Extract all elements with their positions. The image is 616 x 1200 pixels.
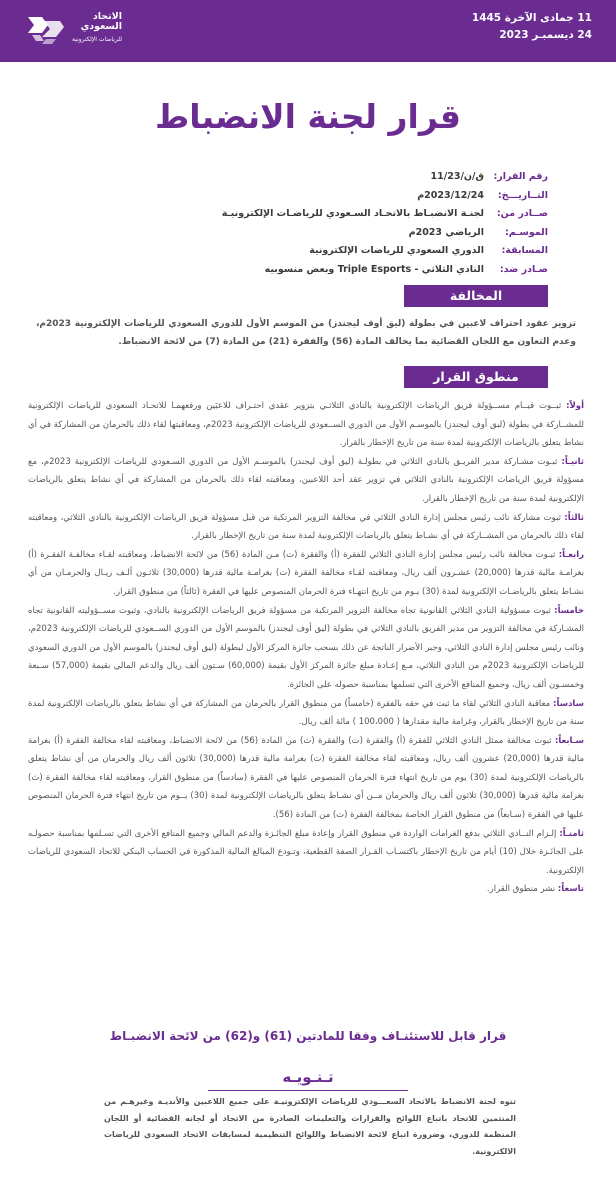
clause-6: سادساً: معاقبة النادي الثلاثي لقاء ما ثبت في حقه بالفقرة (خامساً) من منطوق القرار بالحرمان من المشاركة في أي نشاط يتعلق بالرياضات الإلكترونية لمدة سنة من تاريخ الإخطار بالقرار، وغرامة مالية مقدارها ( 100،000 ) مائة ألف ريال. xyxy=(28,698,584,728)
header-band xyxy=(0,0,616,62)
clause-9: تاسعاً: نشر منطوق القرار. xyxy=(486,884,584,895)
clause-3: ثالثاً: ثبوت مشاركة نائب رئيس مجلس إدارة النادي الثلاثي في مخالفة التزوير المرتكبة من قبل مسؤولة فريق الرياضات الإلكترونية بالنادي الثلاثي، ومعاقبته لقاء ذلك بالحرمان من المشــاركة في أي نشـاط يتعلق بالرياضات الإلكترونية لمدة سنة من تاريخ الإخطار بالقرار. xyxy=(28,512,584,542)
clause-7: سـابعاً: ثبوت مخالفة ممثل النادي الثلاثي للفقرة (أ) والفقرة (ت) والفقرة (ث) من المادة (56) من لائحة الانضباط، ومعاقبته لقاء مخالفة الفقرة (أ) بغرامة مالية قدرها (20,000) عشرون ألف ريال، ومعاقبته لقاء مخالفة الفقرة (ت) بغرامة مالية قدرها (30,000) ثلاثون ألف ريال والحرمان من أي نشاط يتعلق بالرياضات الإلكترونية لمدة (30) يوم من تاريخ انتهاء فترة الحرمان المنصوص عليها في الفقرة (سادساً) من منطوق القرار، ومعاقبته لقاء مخالفة الفقرة (ث) بغرامة مالية قدرها (30,000) ثلاثون ألف ريال والحرمان مــن أي نشـاط يتعلق بالرياضات الإلكترونية لمدة (30) يــوم من تاريخ انتهاء فترة الحرمان المنصوص عليها في الفقرة (سـابعاً) من منطوق القرار الخاصة بمخالفة الفقرة (ت) من المادة (56). xyxy=(28,735,585,821)
clause-1: أولاً: ثبــوت قيــام مســؤولة فريق الرياضات الإلكترونية بالنادي الثلاثـي بتزوير عقدي احتـراف للاعبَين ورفعهمـا للاتحـاد السعودي للرياضات الإلكترونية للمشــاركة في بطولة (ليق أوف ليجندز) بالموسـم الأول من الدوري الســعودي للرياضات الإلكترونية 2023م، ومعاقبتها لقاء ذلك بالحرمان من المشاركة في أي نشاط يتعلق بالرياضات الإلكترونية لمدة سنة من تاريخ الإخطار بالقرار. xyxy=(28,401,584,449)
meta-row-date: التــاريـــخ: 2023/12/24م xyxy=(417,189,548,201)
header-dates xyxy=(472,10,592,44)
meta-row-season: الموسـم: الرياضي 2023م xyxy=(408,226,548,238)
meta-row-against: صـادر ضد: النادي الثلاثي - Triple Esports وبعض منسوبيه xyxy=(264,263,548,275)
federation-logo xyxy=(26,9,122,53)
clause-5: خامساً: ثبوت مسؤولية النادي الثلاثي القانونية تجاه مخالفة التزوير المرتكبة من مسؤولة فريق الرياضات الإلكترونية بالنادي، وثبوت مســؤوليته القانونية تجاه المشـاركة في مخالفة التزوير من مدير الفريق بالنادي الثلاثي في بطولة (ليق أوف ليجندز) بالموسم الأول من الدوري الســعودي للرياضات الإلكترونية 2023م، ونائب رئيس مجلس إدارة النادي الثلاثي، وجبر الأضرار الناتجة عن ذلك بسحب جائزة المركز الأول لبطولة (ليق أوف ليجندز) بالموسم الأول من الدوري السعودي للرياضات الإلكترونية 2023م من النادي الثلاثي، مـع إعـادة مبلغ جائزة المركز الأول بقيمة (60,000) سـتون ألف ريال والدعم المالي بقيمة (57,000) سـبعة وخمسـون ألف ريال، وجميع المنافع الأخرى التي تسلمها بمناسبة حصوله على الجائزة. xyxy=(28,605,585,690)
decision-clauses xyxy=(28,397,584,899)
clause-4: رابعـاً: ثبـوت مخالفة نائب رئيس مجلس إدارة النادي الثلاثي للفقرة (أ) والفقرة (ت) مـن المادة (56) من لائحة الانضباط، ومعاقبته لقـاء مخالفـة الفقـرة (أ) بغرامـة مالية قدرها (20,000) عشـرون ألف ريال، ومعاقبته لقـاء مخالفة الفقرة (ت) بغرامـة مالية قدرها (30,000) ثلاثـون ألـف ريـال والحرمـان من أي نشـاط يتعلق بالرياضـات الإلكترونية لمدة (30) يـوم من تاريخ انتهـاء فترة الحرمان المنصوص عليها في الفقرة (ثالثاً) من منطوق القرار. xyxy=(28,549,584,597)
federation-name: الاتحاد السعودي للرياضات الإلكترونية xyxy=(71,11,122,43)
gregorian-date: 24 ديسمبـر 2023 xyxy=(499,29,592,41)
clause-2: ثانيـاً: ثبـوت مشـاركة مدير الفريـق بالنادي الثلاثي في بطولـة (ليق أوف ليجندز) بالموسـم الأول من الدوري السـعودي للرياضات الإلكترونية 2023م، مع مسؤولة فريق الرياضات الإلكترونية بالنادي الثلاثي في تزوير عقد أحد اللاعبين، ومعاقبته لقاء ذلك بالحرمان من المشاركة في أي نشاط يتعلق بالرياضات الإلكترونية لمدة سنة من تاريخ الإخطار بالقرار. xyxy=(28,456,584,504)
notice-underline xyxy=(208,1090,408,1091)
decision-meta xyxy=(68,168,548,280)
violation-heading: المخالفة xyxy=(404,285,548,307)
violation-text: تزوير عقود احتراف لاعبين في بطولة (ليق أوف ليجندز) من الموسم الأول للدوري السعودي للرياضات الإلكترونية 2023م، وعدم التعاون مع اللجان القضائية بما يخالف المادة (56) والفقرة (21) من المادة (7) من لائحة الانضباط. xyxy=(36,319,576,347)
meta-row-competition: المسابقة: الدوري السعودي للرياضات الإلكترونية xyxy=(309,245,548,257)
appeal-note: قرار قابل للاستئنـاف وفقا للمادتين (61) و(62) من لائحة الانضبـاط xyxy=(109,1029,507,1043)
federation-mark-icon xyxy=(26,13,66,45)
notice-title: تـنـويـه xyxy=(282,1068,334,1086)
page-title: قرار لجنة الانضباط xyxy=(154,97,461,136)
decision-heading: منطوق القرار xyxy=(404,366,548,388)
meta-row-issuer: صــادر من: لجنـة الانضبـاط بالاتحـاد السـعودي للرياضـات الإلكترونيـة xyxy=(221,208,548,220)
hijri-date: 11 جمادى الآخرة 1445 xyxy=(471,12,592,24)
notice-text: تنوه لجنة الانضباط بالاتحاد السعـــودي للرياضات الإلكترونيـة على جميع اللاعبين والأنديـة وغيرهـم من المنتمين للاتحاد باتباع اللوائح والقرارات والتعليمات الصادرة من الاتحاد أو لجانه القضائية أو اللجان المنظمة للدوري، وضرورة اتباع لائحة الانضباط واللوائح التنظيمية لمسابقات الاتحاد السعودي للرياضات الالكترونية. xyxy=(104,1097,516,1156)
meta-row-number: رقم القرار: ق/ن/11/23 xyxy=(430,171,548,182)
clause-8: ثامنـاً: إلـزام النــادي الثلاثي بدفع الغرامات الواردة في منطوق القرار وإعادة مبلغ الجائـزة والدعم المالي وجميع المنافع الأخرى التي تسـلمها بمناسبة حصولـه على الجائـزة خلال (10) أيام من تاريخ الإخطار باكتسـاب القـرار الصفة القطعية، وتـودع المبالغ المالية المذكورة في الحساب البنكي للاتحاد السعودي للرياضات الإلكترونية. xyxy=(28,828,584,876)
